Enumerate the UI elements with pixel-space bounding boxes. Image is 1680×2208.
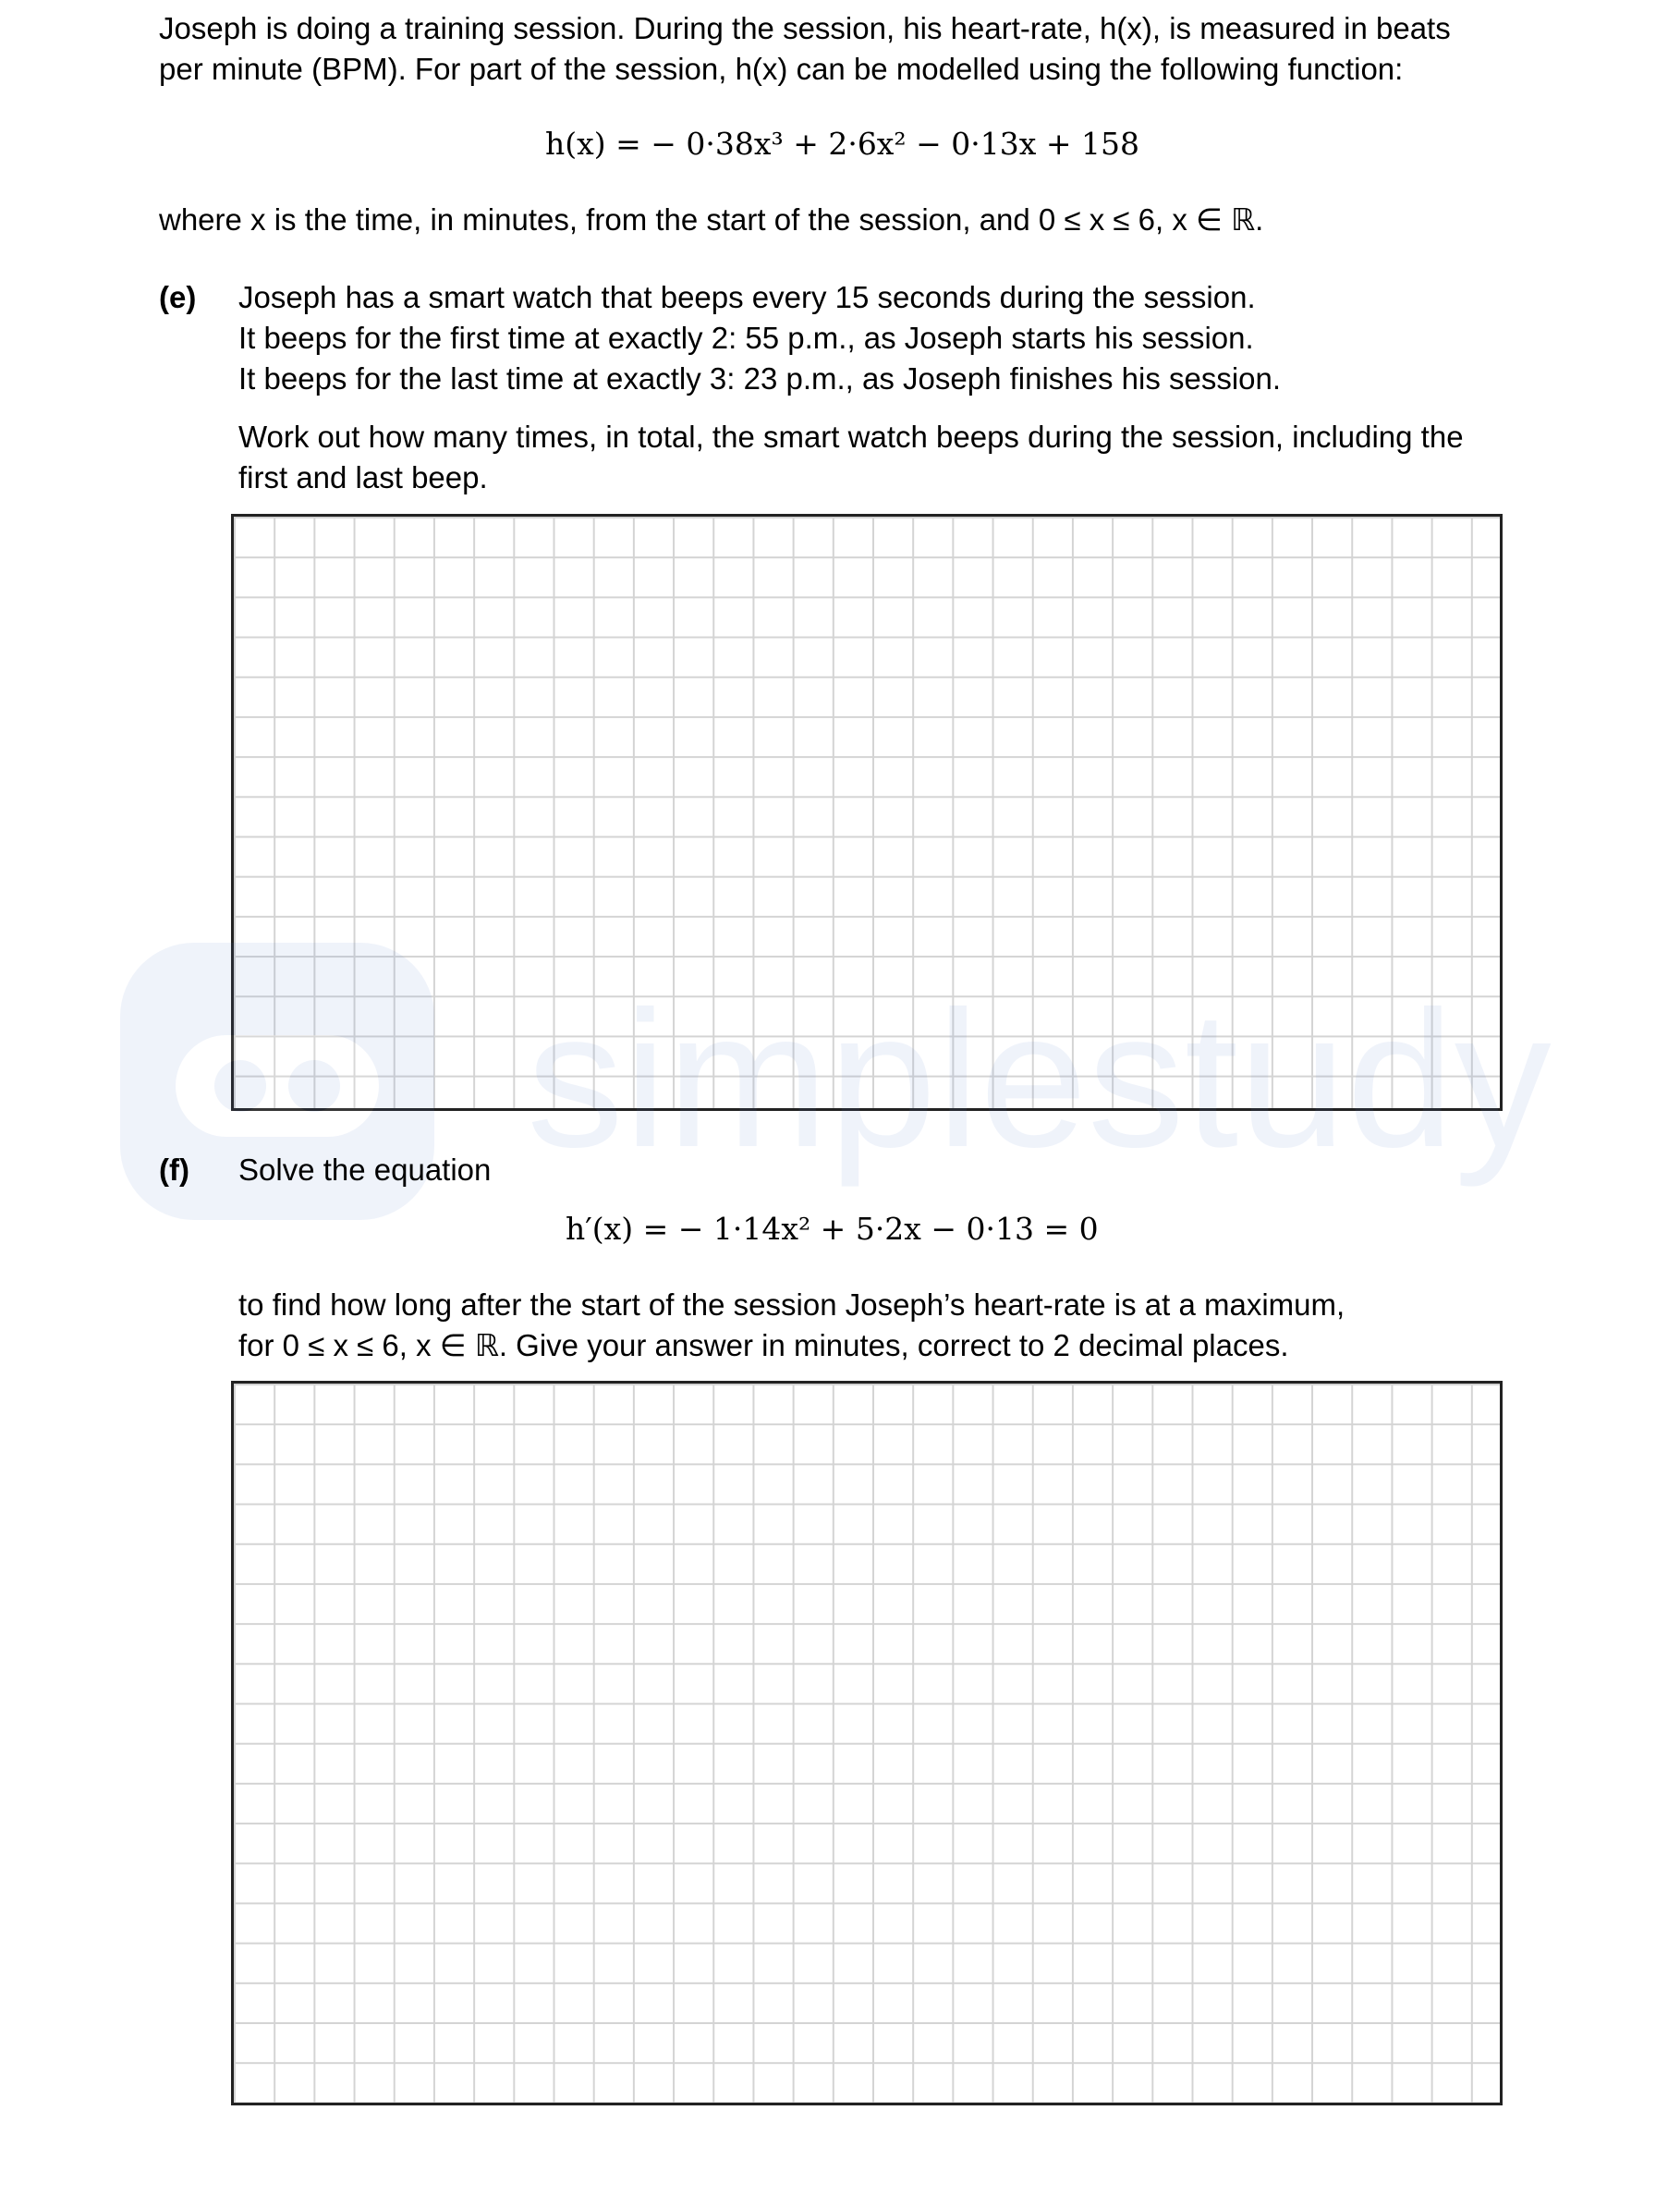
answer-grid-f[interactable]	[231, 1381, 1503, 2105]
part-e-line-2: It beeps for the first time at exactly 2: 55 p.m., as Joseph starts his session.	[238, 321, 1254, 355]
part-e-question-1: Work out how many times, in total, the smart watch beeps during the session, including the	[238, 420, 1464, 454]
part-f-intro: Solve the equation	[238, 1153, 492, 1187]
part-f-label: (f)	[159, 1153, 189, 1187]
heart-rate-function: h(x) = − 0·38x³ + 2·6x² − 0·13x + 158	[545, 126, 1139, 162]
intro-line-1: Joseph is doing a training session. During the session, his heart-rate, h(x), is measured in beats	[159, 11, 1451, 45]
part-f-question-1: to find how long after the start of the session Joseph’s heart-rate is at a maximum,	[238, 1287, 1345, 1322]
domain-statement: where x is the time, in minutes, from the start of the session, and 0 ≤ x ≤ 6, x ∈ ℝ.	[159, 202, 1264, 237]
part-e-line-3: It beeps for the last time at exactly 3: 23 p.m., as Joseph finishes his session.	[238, 361, 1282, 396]
answer-grid-e[interactable]	[231, 514, 1503, 1111]
derivative-equation: h′(x) = − 1·14x² + 5·2x − 0·13 = 0	[566, 1211, 1099, 1247]
intro-line-2: per minute (BPM). For part of the session, h(x) can be modelled using the following function:	[159, 52, 1404, 86]
part-f-question-2: for 0 ≤ x ≤ 6, x ∈ ℝ. Give your answer in minutes, correct to 2 decimal places.	[238, 1328, 1289, 1362]
part-e-line-1: Joseph has a smart watch that beeps every 15 seconds during the session.	[238, 280, 1256, 314]
part-e-label: (e)	[159, 280, 197, 314]
part-e-question-2: first and last beep.	[238, 460, 488, 494]
